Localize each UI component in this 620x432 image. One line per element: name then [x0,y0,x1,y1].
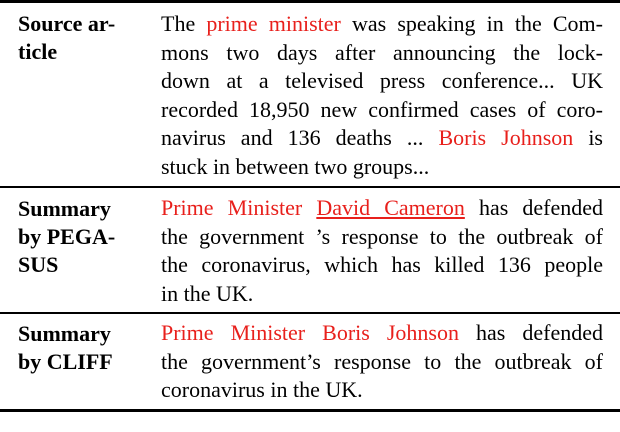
label-line: Source ar- [18,11,116,36]
label-line: SUS [18,252,59,277]
highlighted-entity: Prime Minister Boris Johnson [161,320,459,345]
source-article-text [161,10,603,181]
text-line [161,96,603,125]
table-top-rule [0,0,620,3]
text-segment: is [573,125,603,150]
text-segment: down at a televised press conference... UK [161,68,603,93]
highlighted-entity: David Cameron [316,195,465,220]
row-label-source-article [18,10,146,66]
text-segment: in the UK. [161,280,254,306]
text-segment: was speaking in the Com- [340,11,603,36]
highlighted-entity: Boris Johnson [438,125,574,150]
highlighted-entity: prime minister [206,11,341,36]
text-segment: the government ’s response to the outbreak of [161,223,603,249]
cliff-summary-text [161,319,603,405]
text-line [161,223,603,252]
text-segment: has defended [458,320,603,345]
row-label-pegasus [18,195,146,279]
label-line: Summary [18,196,111,221]
text-line [161,194,603,223]
pegasus-summary-text [161,194,603,308]
label-line: Summary [18,321,111,346]
label-line: by PEGA- [18,224,116,249]
text-line [161,124,603,153]
text-line [161,153,603,182]
text-segment: the government’s response to the outbreak of [161,348,603,374]
text-line [161,10,603,39]
table-bottom-rule [0,409,620,412]
text-segment: The [161,11,207,36]
highlighted-entity: Prime Minister [161,195,317,220]
text-segment: recorded 18,950 new confirmed cases of coro- [161,96,603,122]
label-line: by CLIFF [18,349,113,374]
label-line: ticle [18,39,58,64]
text-segment: coronavirus in the UK. [161,377,363,402]
text-segment: has defended [464,195,604,220]
text-segment: the coronavirus, which has killed 136 people [161,252,603,277]
row-label-cliff [18,320,146,376]
text-line [161,348,603,377]
table-row-divider [0,186,620,188]
table-row-divider [0,312,620,314]
text-line [161,319,603,348]
text-line [161,251,603,280]
text-line [161,67,603,96]
text-segment: navirus and 136 deaths ... [161,125,439,150]
text-segment: stuck in between two groups... [161,153,430,179]
text-segment: mons two days after announcing the lock- [161,39,603,65]
text-line [161,280,603,309]
text-line [161,376,603,405]
text-line [161,39,603,68]
